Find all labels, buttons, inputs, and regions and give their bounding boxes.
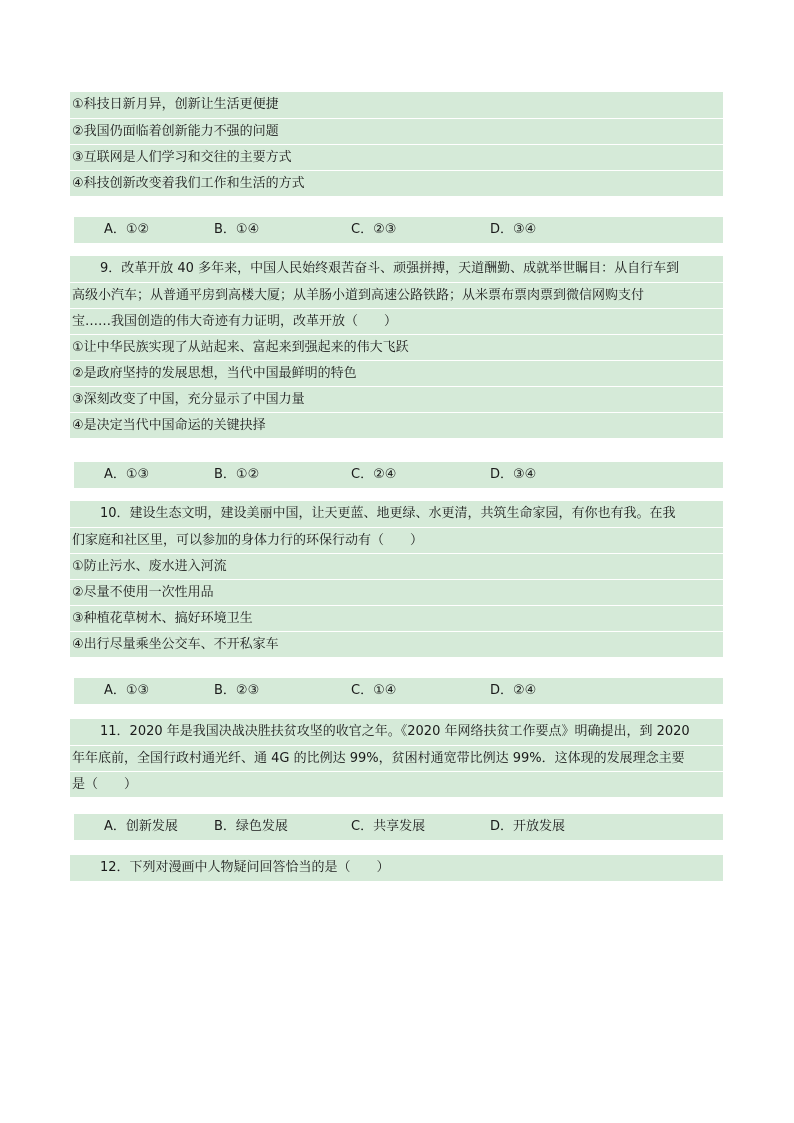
statement: ④是决定当代中国命运的关键抉择 — [70, 412, 723, 438]
option-b[interactable]: B．①④ — [214, 222, 260, 237]
q9-options — [74, 462, 723, 488]
option-c[interactable]: C．②③ — [351, 222, 397, 237]
q8-options — [74, 217, 723, 243]
q8-statements — [70, 92, 723, 196]
question-stem: 高级小汽车；从普通平房到高楼大厦；从羊肠小道到高速公路铁路；从米票布票肉票到微信网购支付 — [70, 282, 723, 308]
statement: ④出行尽量乘坐公交车、不开私家车 — [70, 631, 723, 657]
option-c[interactable]: C．共享发展 — [351, 819, 426, 834]
question-stem: 11．2020 年是我国决战决胜扶贫攻坚的收官之年。《2020 年网络扶贫工作要点》明确提出，到 2020 — [100, 724, 690, 739]
statement: ②我国仍面临着创新能力不强的问题 — [70, 118, 723, 144]
statement: ③深刻改变了中国，充分显示了中国力量 — [70, 386, 723, 412]
question-stem: 们家庭和社区里，可以参加的身体力行的环保行动有（ ） — [70, 527, 723, 553]
question-stem: 12．下列对漫画中人物疑问回答恰当的是（ ） — [100, 860, 390, 875]
statement: ①让中华民族实现了从站起来、富起来到强起来的伟大飞跃 — [70, 334, 723, 360]
statement: ④科技创新改变着我们工作和生活的方式 — [70, 170, 723, 196]
option-d[interactable]: D．③④ — [490, 222, 537, 237]
option-b[interactable]: B．绿色发展 — [214, 819, 288, 834]
option-c[interactable]: C．①④ — [351, 683, 397, 698]
option-b[interactable]: B．①② — [214, 467, 260, 482]
q12-block — [70, 855, 723, 881]
option-d[interactable]: D．开放发展 — [490, 819, 566, 834]
option-d[interactable]: D．③④ — [490, 467, 537, 482]
option-a[interactable]: A．①③ — [104, 683, 150, 698]
q9-block — [70, 256, 723, 438]
statement: ③种植花草树木、搞好环境卫生 — [70, 605, 723, 631]
question-stem: 10．建设生态文明，建设美丽中国，让天更蓝、地更绿、水更清，共筑生命家园，有你也有我。在我 — [100, 506, 676, 521]
option-d[interactable]: D．②④ — [490, 683, 537, 698]
statement: ①防止污水、废水进入河流 — [70, 553, 723, 579]
statement: ②尽量不使用一次性用品 — [70, 579, 723, 605]
question-stem: 年年底前，全国行政村通光纤、通 4G 的比例达 99%，贫困村通宽带比例达 99%．这体现的发展理念主要 — [70, 745, 723, 771]
option-a[interactable]: A．①② — [104, 222, 150, 237]
question-stem: 宝……我国创造的伟大奇迹有力证明，改革开放（ ） — [70, 308, 723, 334]
statement: ③互联网是人们学习和交往的主要方式 — [70, 144, 723, 170]
q11-options — [74, 814, 723, 840]
option-a[interactable]: A．创新发展 — [104, 819, 178, 834]
option-a[interactable]: A．①③ — [104, 467, 150, 482]
question-stem: 是（ ） — [70, 771, 723, 797]
q11-block — [70, 719, 723, 797]
question-stem: 9．改革开放 40 多年来，中国人民始终艰苦奋斗、顽强拼搏，天道酬勤、成就举世瞩目：从自行车到 — [100, 261, 680, 276]
q10-block — [70, 501, 723, 657]
option-c[interactable]: C．②④ — [351, 467, 397, 482]
option-b[interactable]: B．②③ — [214, 683, 260, 698]
q10-options — [74, 678, 723, 704]
statement: ①科技日新月异，创新让生活更便捷 — [72, 97, 279, 112]
statement: ②是政府坚持的发展思想，当代中国最鲜明的特色 — [70, 360, 723, 386]
